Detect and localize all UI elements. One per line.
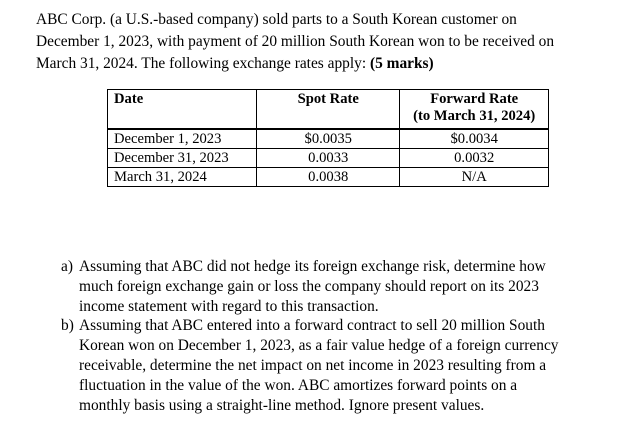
row-date: March 31, 2024 bbox=[108, 168, 257, 187]
question-b-line-2: Korean won on December 1, 2023, as a fair value hedge of a foreign currency bbox=[79, 337, 559, 355]
row-date: December 1, 2023 bbox=[108, 129, 257, 149]
header-spot-rate: Spot Rate bbox=[257, 90, 400, 130]
intro-line-1: ABC Corp. (a U.S.-based company) sold parts to a South Korean customer on bbox=[36, 11, 517, 28]
row-forward-rate: $0.0034 bbox=[400, 129, 549, 149]
question-b-line-5: monthly basis using a straight-line method. Ignore present values. bbox=[79, 396, 485, 414]
table-row bbox=[108, 149, 549, 168]
question-a-line-3: income statement with regard to this transaction. bbox=[79, 297, 379, 315]
problem-intro bbox=[36, 9, 626, 75]
row-date: December 31, 2023 bbox=[108, 149, 257, 168]
table-row bbox=[108, 129, 549, 149]
question-b bbox=[63, 316, 623, 415]
question-b-line-3: receivable, determine the net impact on net income in 2023 resulting from a bbox=[79, 356, 547, 374]
row-spot-rate: $0.0035 bbox=[257, 129, 400, 149]
row-forward-rate: N/A bbox=[400, 168, 549, 187]
intro-line-3 bbox=[36, 53, 626, 75]
question-a-line-1: Assuming that ABC did not hedge its foreign exchange risk, determine how bbox=[79, 258, 546, 275]
intro-line-3-text: March 31, 2024. The following exchange rates apply: bbox=[36, 55, 370, 72]
question-list bbox=[63, 257, 623, 415]
row-forward-rate: 0.0032 bbox=[400, 149, 549, 168]
header-forward-line-1: Forward Rate bbox=[430, 91, 519, 107]
question-b-label: b) bbox=[61, 317, 74, 335]
row-spot-rate: 0.0033 bbox=[257, 149, 400, 168]
header-forward-line-2: (to March 31, 2024) bbox=[413, 108, 536, 124]
question-a-label: a) bbox=[61, 258, 73, 275]
question-b-line-4: fluctuation in the value of the won. ABC amortizes forward points on a bbox=[79, 376, 518, 394]
header-forward-rate bbox=[400, 90, 549, 130]
question-a-line-2: much foreign exchange gain or loss the company should report on its 2023 bbox=[79, 277, 539, 295]
row-spot-rate: 0.0038 bbox=[257, 168, 400, 187]
table-row bbox=[108, 168, 549, 187]
marks-label: (5 marks) bbox=[369, 55, 434, 72]
table-header-row bbox=[108, 90, 549, 130]
header-date: Date bbox=[108, 90, 257, 130]
question-a bbox=[63, 257, 623, 316]
exchange-rate-table bbox=[107, 89, 549, 187]
intro-line-2: December 1, 2023, with payment of 20 million South Korean won to be received on bbox=[36, 33, 555, 50]
question-b-line-1: Assuming that ABC entered into a forward contract to sell 20 million South bbox=[79, 317, 545, 335]
